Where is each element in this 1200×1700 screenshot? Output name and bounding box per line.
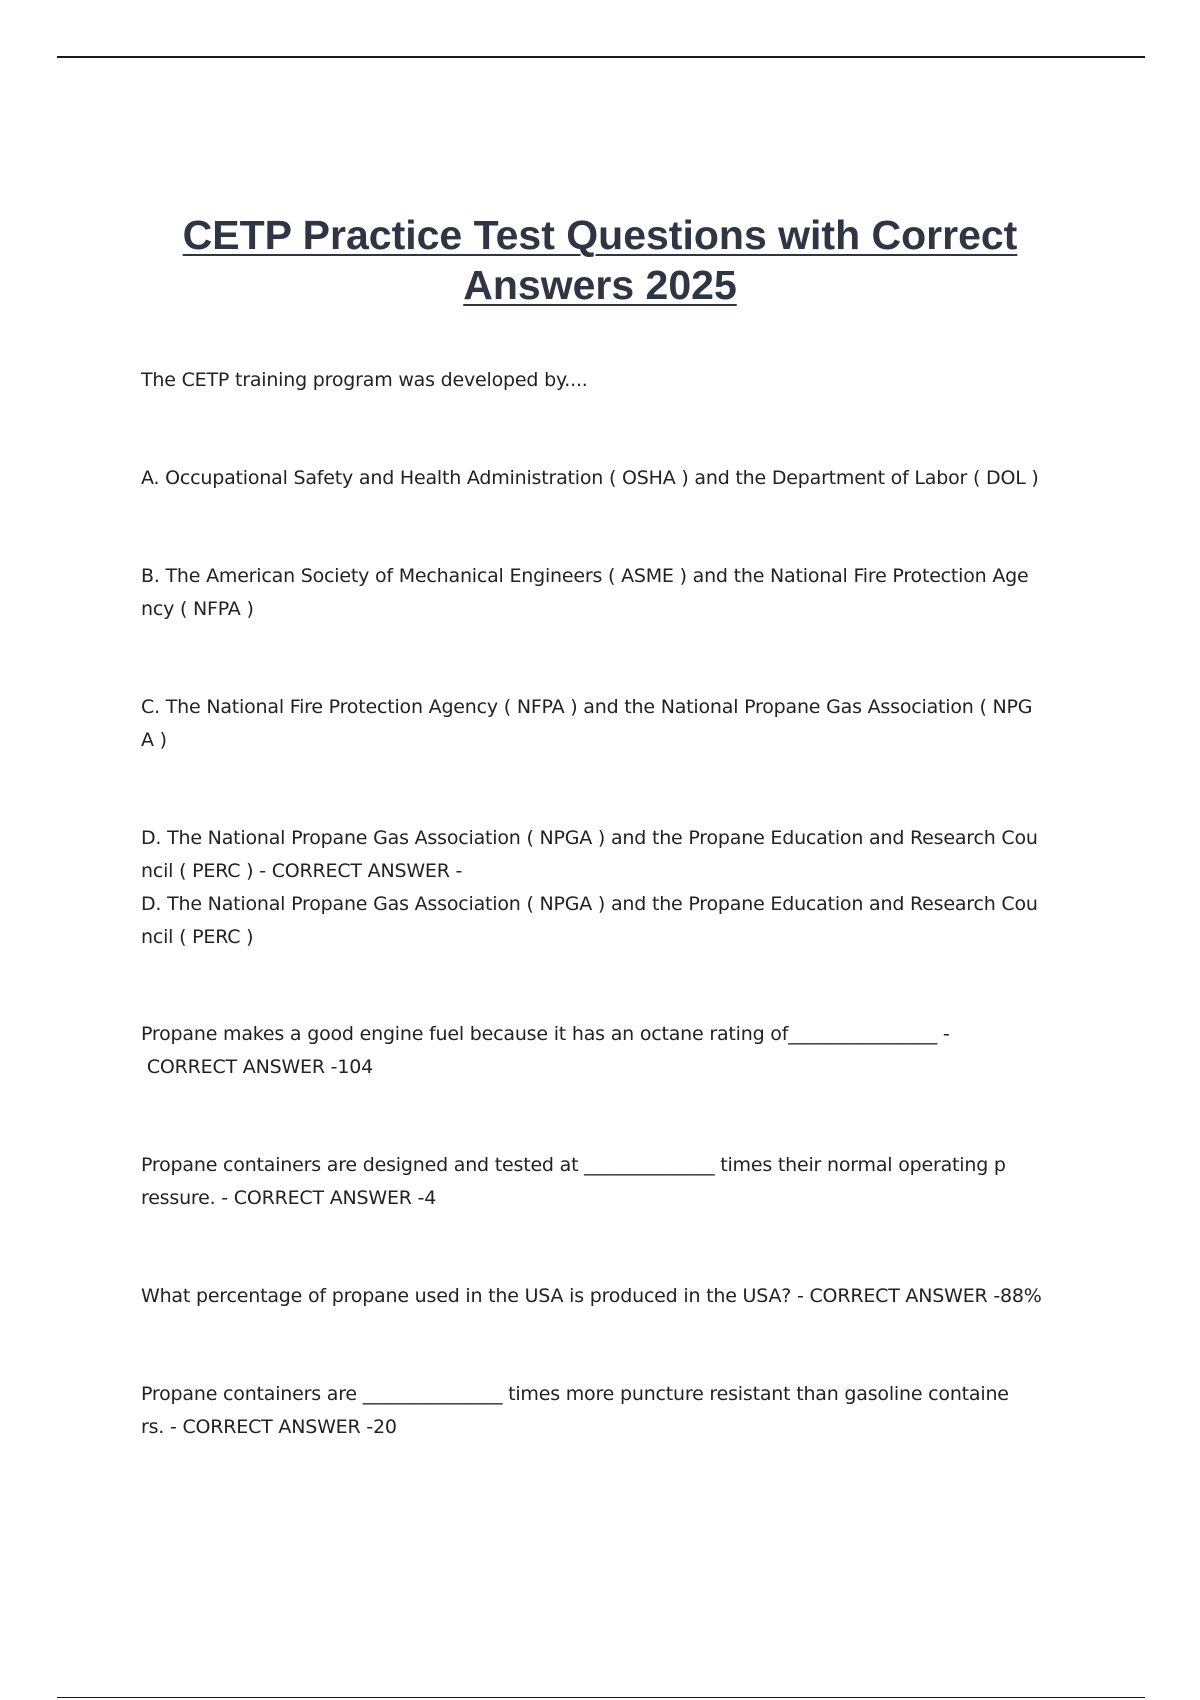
q2 xyxy=(141,1018,1071,1084)
q4-line-1: What percentage of propane used in the USA is produced in the USA? - CORRECT ANSWER -88% xyxy=(141,1285,1042,1307)
document-title-line-1: CETP Practice Test Questions with Correct xyxy=(182,212,1018,258)
q1-prompt-text: The CETP training program was developed by.... xyxy=(141,369,588,391)
q1-option-a-text: A. Occupational Safety and Health Administration ( OSHA ) and the Department of Labor ( DOL ) xyxy=(141,467,1039,489)
q1-option-a xyxy=(141,462,1071,495)
top-rule xyxy=(57,56,1145,58)
q1-option-d-line-1: D. The National Propane Gas Association ( NPGA ) and the Propane Education and Research Cou xyxy=(141,827,1038,849)
q1-option-d-line-2: ncil ( PERC ) - CORRECT ANSWER - xyxy=(141,860,463,882)
q1-option-c-line-1: C. The National Fire Protection Agency ( NFPA ) and the National Propane Gas Association ( NPG xyxy=(141,696,1033,718)
bottom-rule xyxy=(57,1697,1145,1698)
q1-option-b-line-2: ncy ( NFPA ) xyxy=(141,598,254,620)
q5 xyxy=(141,1378,1071,1444)
q1-answer-line-1: D. The National Propane Gas Association ( NPGA ) and the Propane Education and Research Cou xyxy=(141,893,1038,915)
q1-option-d xyxy=(141,822,1071,954)
q1-option-b xyxy=(141,560,1071,626)
document-title xyxy=(100,210,1100,310)
document-title-line-2: Answers 2025 xyxy=(463,262,737,308)
q1-prompt xyxy=(141,364,1071,397)
q5-line-2: rs. - CORRECT ANSWER -20 xyxy=(141,1416,397,1438)
q3-line-1: Propane containers are designed and tested at ______________ times their normal operating p xyxy=(141,1154,1006,1176)
q5-line-1: Propane containers are _______________ times more puncture resistant than gasoline containe xyxy=(141,1383,1009,1405)
q3 xyxy=(141,1149,1071,1215)
q4 xyxy=(141,1280,1071,1313)
q2-line-1: Propane makes a good engine fuel because it has an octane rating of________________ - xyxy=(141,1023,950,1045)
q1-answer-line-2: ncil ( PERC ) xyxy=(141,926,254,948)
q1-option-c xyxy=(141,691,1071,757)
q2-line-2: CORRECT ANSWER -104 xyxy=(141,1056,374,1078)
q1-option-b-line-1: B. The American Society of Mechanical Engineers ( ASME ) and the National Fire Protection Age xyxy=(141,565,1029,587)
q1-option-c-line-2: A ) xyxy=(141,729,167,751)
q3-line-2: ressure. - CORRECT ANSWER -4 xyxy=(141,1187,437,1209)
